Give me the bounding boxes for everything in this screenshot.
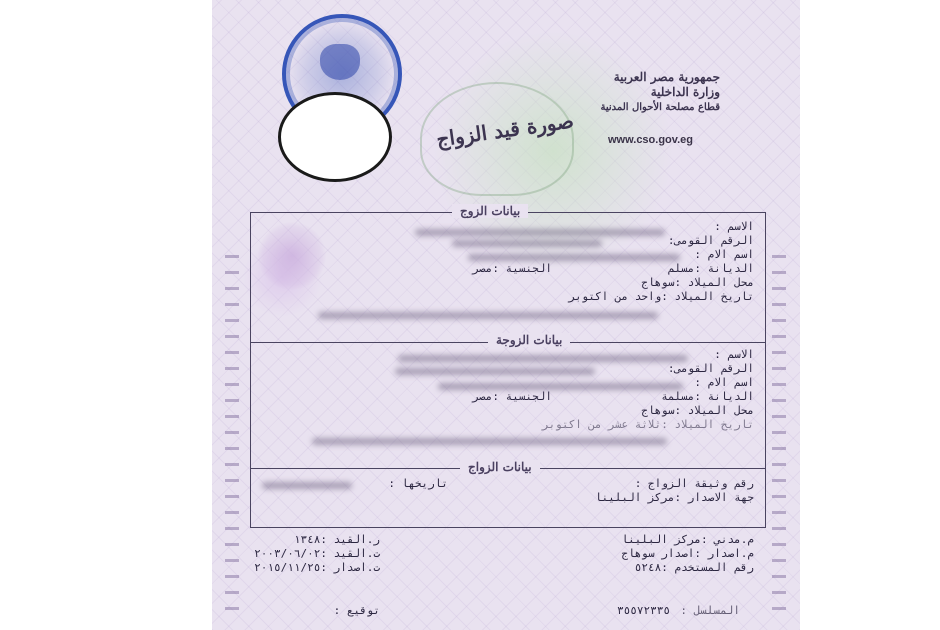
issue-date: ت.اصدار :٢٠١٥/١١/٢٥ [254,561,380,574]
document-title: صورة قيد الزواج [434,108,576,152]
groom-id-label: الرقم القومى: [667,234,754,247]
bride-name-label: الاسم : [714,348,754,361]
serial-number: ٣٥٥٧٢٣٣٥ [617,604,670,617]
record-date: ت.القيد :٢٠٠٣/٠٦/٠٢ [254,547,380,560]
bride-birthdate: تاريخ الميلاد :ثلاثة عشر من اكتوبر [542,418,754,431]
groom-id-redacted [452,240,602,247]
groom-mother-label: اسم الام : [694,248,754,261]
right-border-ornament [772,250,786,610]
bride-id-label: الرقم القومى: [667,362,754,375]
header-authority: قطاع مصلحة الأحوال المدنية [600,102,720,113]
groom-extra-redacted [318,312,658,319]
bride-nationality: الجنسية :مصر [472,390,552,403]
bride-birthplace: محل الميلاد :سوهاج [641,404,754,417]
bride-name-redacted [398,355,688,362]
marriage-doc-number-label: رقم وثيقة الزواج : [634,477,754,490]
groom-birthplace: محل الميلاد :سوهاج [641,276,754,289]
groom-birthdate: تاريخ الميلاد :واحد من اكتوبر [568,290,754,303]
authority-website: www.cso.gov.eg [608,134,693,146]
marriage-issuer: جهة الاصدار :مركز البلينا [595,491,754,504]
serial-label: المسلسل : [680,604,740,617]
marriage-date-label: تاريخها : [388,477,448,490]
bride-mother-redacted [438,383,683,390]
eagle-emblem-icon [320,44,360,80]
groom-religion: الديانة :مسلم [667,262,754,275]
user-number: رقم المستخدم :٥٢٤٨ [634,561,754,574]
record-number: ر.القيد :١٣٤٨ [293,533,380,546]
marriage-heading: بيانات الزواج [460,460,540,474]
bride-heading: بيانات الزوجة [488,333,570,347]
signature-label: توقيع : [333,604,380,617]
left-border-ornament [225,250,239,610]
header-ministry: وزارة الداخلية [650,85,720,99]
issue-office: م.اصدار :اصدار سوهاج [621,547,754,560]
groom-nationality: الجنسية :مصر [472,262,552,275]
bride-extra-redacted [312,438,667,445]
groom-name-redacted [415,229,665,236]
header-country: جمهورية مصر العربية [613,70,720,84]
bride-id-redacted [395,368,595,375]
bride-mother-label: اسم الام : [694,376,754,389]
groom-name-label: الاسم : [714,220,754,233]
civil-registry: م.مدني :مركز البلينا [621,533,754,546]
groom-mother-redacted [468,254,680,261]
issuer-header [570,70,720,115]
groom-heading: بيانات الزوج [452,204,528,218]
marriage-doc-number-redacted [262,482,352,489]
photo-placeholder [278,92,392,182]
bride-religion: الديانة :مسلمة [661,390,754,403]
